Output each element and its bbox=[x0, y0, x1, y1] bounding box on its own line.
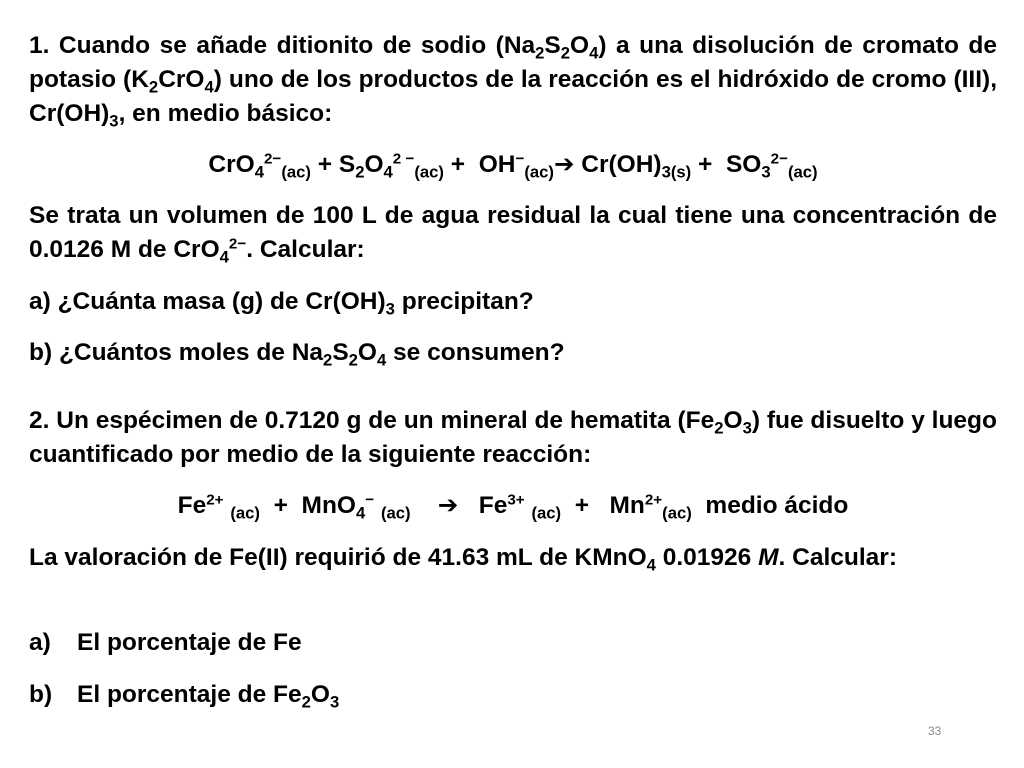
page-number: 33 bbox=[928, 724, 942, 738]
problem-1-data: Se trata un volumen de 100 L de agua residual la cual tiene una concentración de 0.0126 M de CrO$_4^{2-}$. Calcular: bbox=[29, 202, 997, 267]
reaction-arrow-icon: ➔ bbox=[437, 492, 459, 519]
problem-1-question-b: b) ¿Cuántos moles de $Na_2S_2O_4$ se consumen? bbox=[29, 339, 565, 370]
reaction-arrow-icon: ➔ bbox=[553, 151, 575, 178]
problem-1-question-a: a) ¿Cuánta masa (g) de $Cr(OH)_3$ precipitan? bbox=[29, 288, 534, 319]
problem-2-statement: 2. Un espécimen de 0.7120 g de un mineral de hematita $(Fe_2O_3)$ fue disuelto y luego cuantificado por medio de la siguiente reacción: bbox=[29, 407, 997, 468]
problem-1-statement: 1. Cuando se añade ditionito de sodio $(Na_2S_2O_4)$ a una disolución de cromato de potasio $(K_2CrO_4)$ uno de los productos de la reacción es el hidróxido de cromo (III), $Cr(OH)_3$, en medio básico: bbox=[29, 32, 997, 131]
problem-2-equation: $Fe^{2+}$ $_{(ac)}$ + MnO$_4$− $_{(ac)}$ ➔ $Fe^{3+}$ $_{(ac)}$ + $Mn^{2+}_{(ac)}$ medio ácido bbox=[29, 489, 997, 523]
problem-2-question-b: b) El porcentaje de $Fe_2O_3$ bbox=[29, 681, 340, 712]
problem-2-data: La valoración de Fe(II) requirió de 41.63 mL de KMnO$_4$ 0.01926 M. Calcular: bbox=[29, 544, 897, 575]
problem-1-equation: $CrO_4^{2-}_{(ac)} + S_2O_4^{2 -}_{(ac)}$ + $OH^-_{(ac)}➔$ $Cr(OH)_{3(s)} + SO_3^{2-}_{(ac)}$ bbox=[29, 148, 997, 182]
problem-2-question-a: a) El porcentaje de Fe bbox=[29, 629, 302, 656]
